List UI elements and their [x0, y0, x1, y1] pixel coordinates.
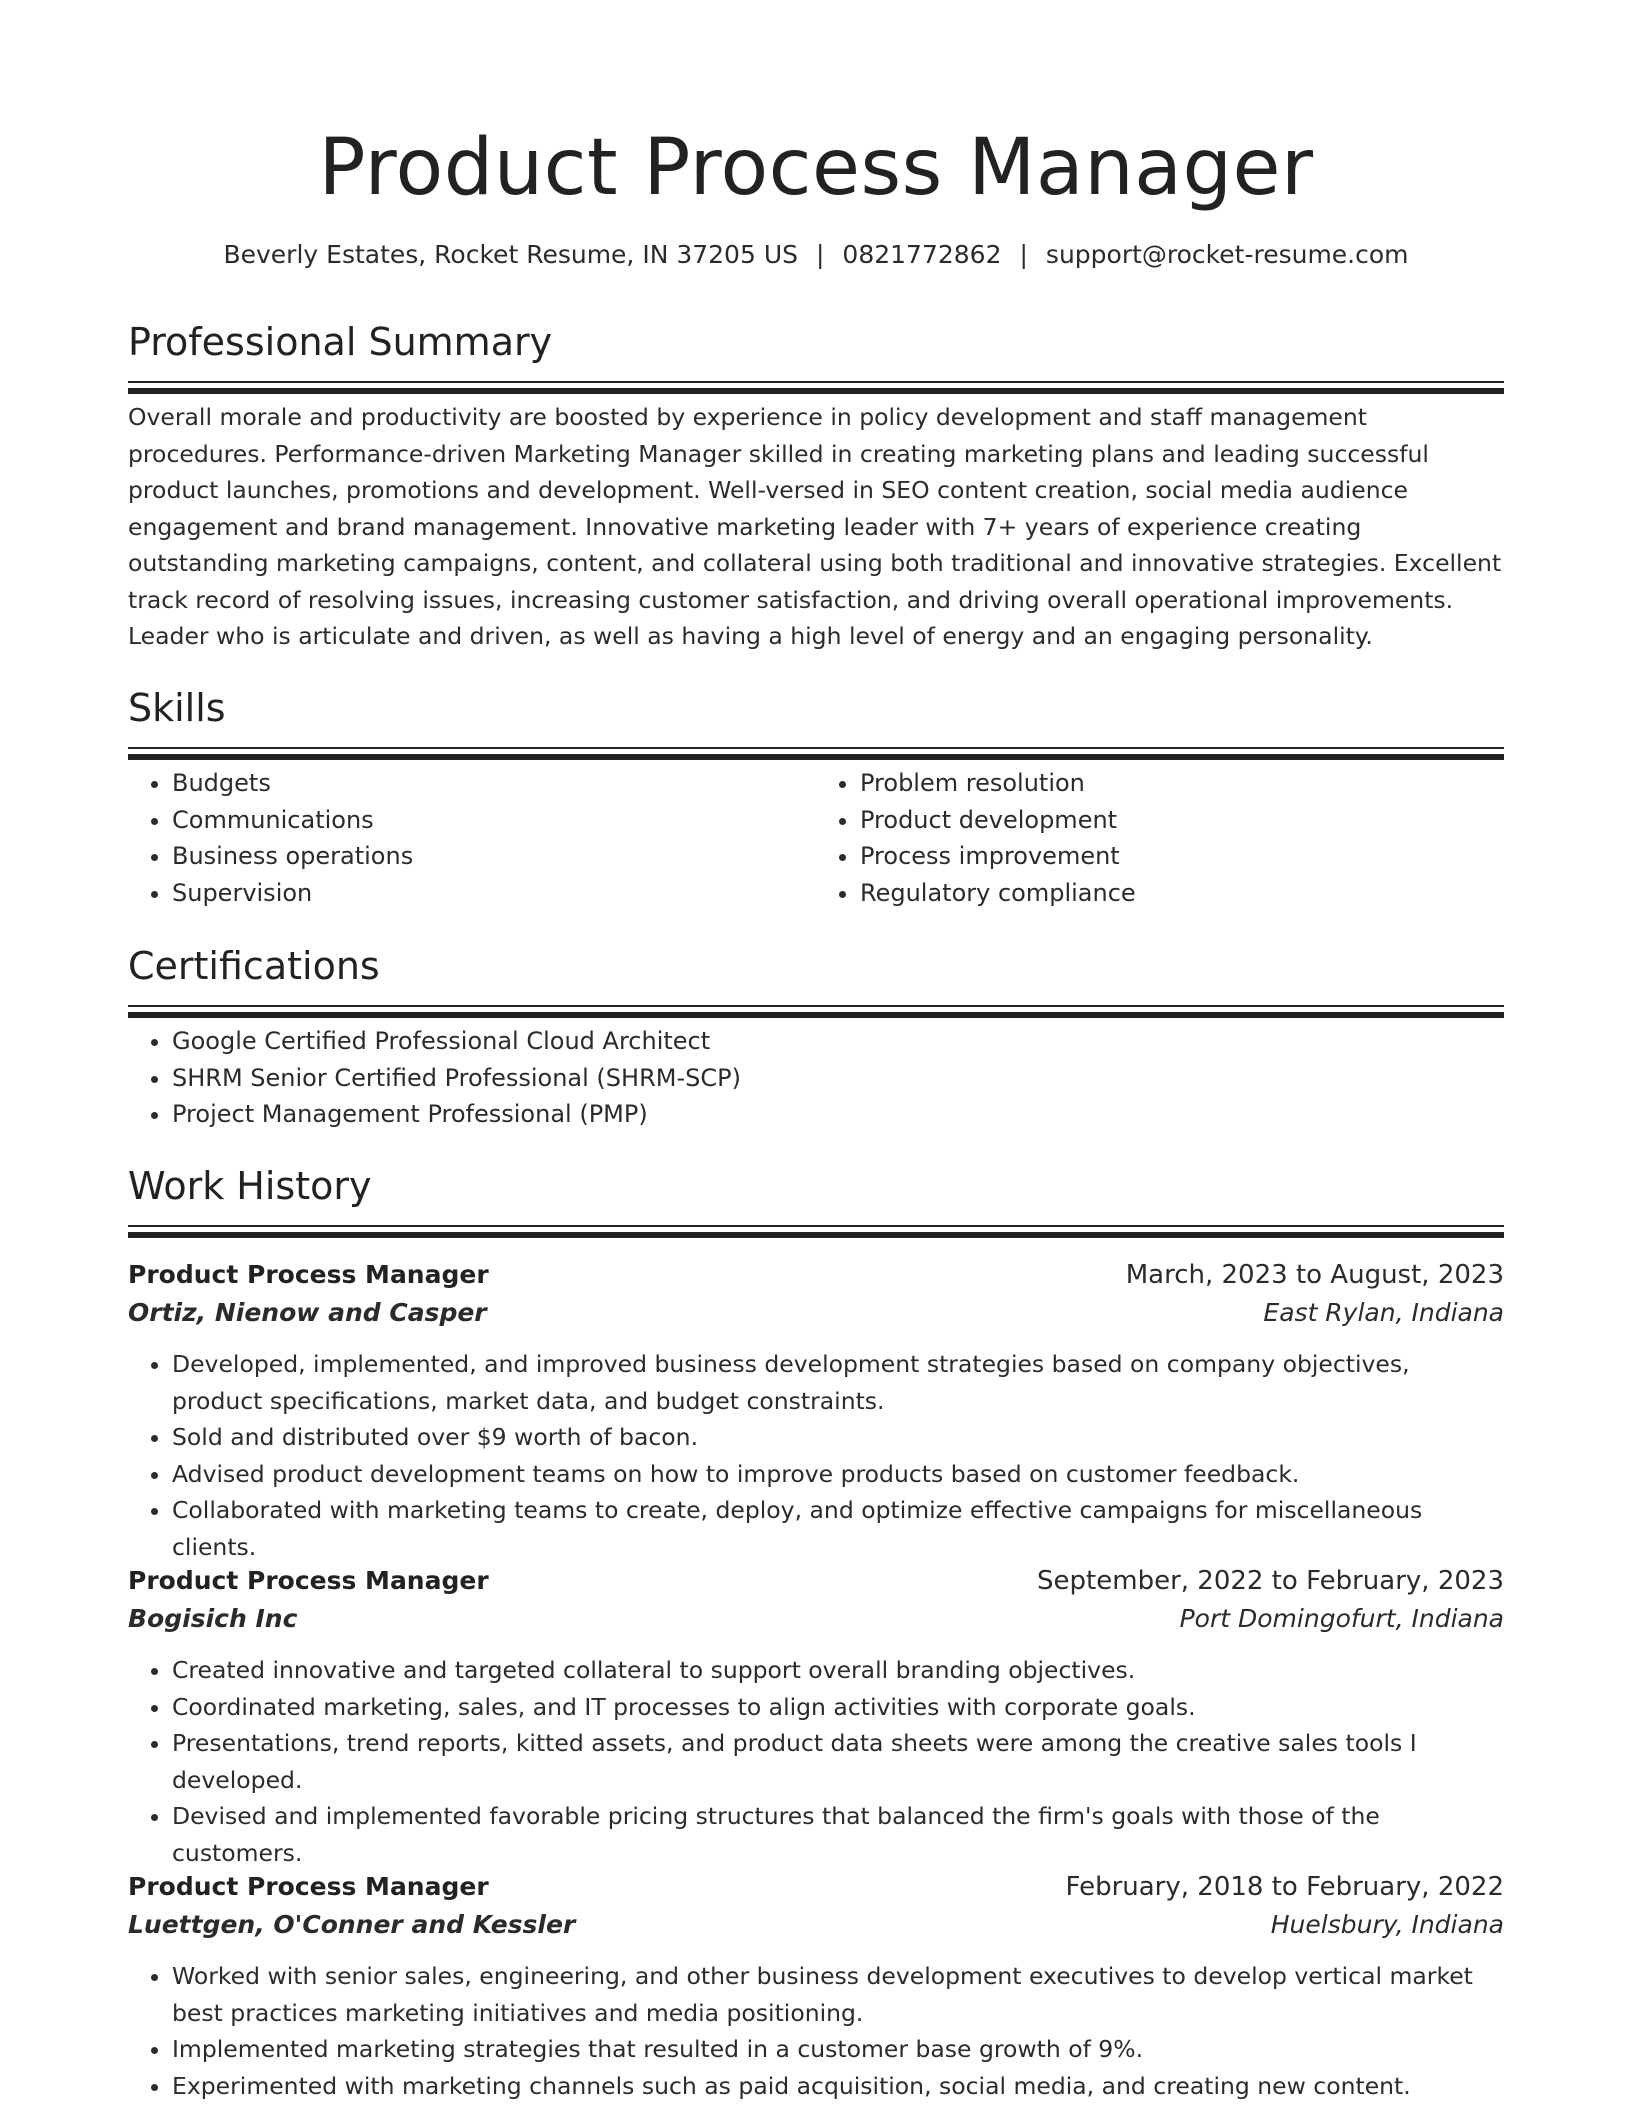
job-company: Luettgen, O'Conner and Kessler: [128, 1910, 576, 1939]
job-company-row: [128, 1600, 1504, 1638]
job-entry: [128, 1256, 1504, 1565]
section-divider: [128, 747, 1504, 749]
contact-email[interactable]: support@rocket-resume.com: [1045, 240, 1409, 269]
job-header-row: [128, 1868, 1504, 1906]
skill-item: • Business operations: [172, 838, 816, 875]
skill-item: • Regulatory compliance: [860, 875, 1504, 912]
job-bullet: • Worked with senior sales, engineering, and other business development executives to develop vertical market best practices marketing initiatives and media positioning.: [172, 1958, 1504, 2031]
certifications-heading: Certifications: [128, 944, 380, 988]
job-bullet: • Presentations, trend reports, kitted assets, and product data sheets were among the creative sales tools I developed.: [172, 1725, 1504, 1798]
job-header-row: [128, 1562, 1504, 1600]
job-company: Bogisich Inc: [128, 1604, 298, 1633]
section-divider: [128, 381, 1504, 383]
skills-list-right: [816, 765, 1504, 911]
contact-address: Beverly Estates, Rocket Resume, IN 37205 US: [223, 240, 798, 269]
contact-phone: 0821772862: [842, 240, 1002, 269]
skills-section: [128, 684, 1504, 911]
job-dates: February, 2018 to February, 2022: [1065, 1872, 1504, 1902]
job-entry: [128, 1868, 1504, 2104]
certifications-list: [128, 1023, 1504, 1133]
summary-section: [128, 318, 1504, 655]
job-company: Ortiz, Nienow and Casper: [128, 1298, 487, 1327]
job-location: East Rylan, Indiana: [1263, 1298, 1504, 1327]
job-dates: September, 2022 to February, 2023: [1037, 1566, 1504, 1596]
work-history-heading: Work History: [128, 1164, 372, 1208]
job-bullets: [128, 1652, 1504, 1871]
skill-item: • Product development: [860, 802, 1504, 839]
certification-item: • Google Certified Professional Cloud Architect: [172, 1023, 1504, 1060]
job-bullet: • Sold and distributed over $9 worth of bacon.: [172, 1419, 1504, 1456]
job-bullet: • Implemented marketing strategies that resulted in a customer base growth of 9%.: [172, 2031, 1504, 2068]
skill-item: • Supervision: [172, 875, 816, 912]
certifications-section: [128, 942, 1504, 1133]
job-title: Product Process Manager: [128, 1872, 489, 1901]
section-divider: [128, 1225, 1504, 1227]
contact-line: [128, 238, 1504, 272]
summary-text: Overall morale and productivity are boosted by experience in policy development and staff management procedures. Performance-driven Marketing Manager skilled in creating marketing plans and leading successful product launches, promotions and development. Well-versed in SEO content creation, social media audience engagement and brand management. Innovative marketing leader with 7+ years of experience creating outstanding marketing campaigns, content, and collateral using both traditional and innovative strategies. Excellent track record of resolving issues, increasing customer satisfaction, and driving overall operational improvements. Leader who is articulate and driven, as well as having a high level of energy and an engaging personality.: [128, 403, 1502, 650]
job-location: Huelsbury, Indiana: [1270, 1910, 1504, 1939]
work-history-section: [128, 1162, 1504, 1227]
skill-item: • Budgets: [172, 765, 816, 802]
job-bullets: [128, 1346, 1504, 1565]
job-entry: [128, 1562, 1504, 1871]
contact-separator: |: [815, 240, 825, 269]
candidate-name: Product Process Manager: [318, 123, 1314, 213]
job-company-row: [128, 1294, 1504, 1332]
skill-item: • Process improvement: [860, 838, 1504, 875]
section-divider: [128, 1005, 1504, 1007]
job-location: Port Domingofurt, Indiana: [1179, 1604, 1504, 1633]
job-bullet: • Advised product development teams on how to improve products based on customer feedback.: [172, 1456, 1504, 1493]
certification-item: • Project Management Professional (PMP): [172, 1096, 1504, 1133]
job-bullets: [128, 1958, 1504, 2104]
job-bullet: • Collaborated with marketing teams to create, deploy, and optimize effective campaigns for miscellaneous clients.: [172, 1492, 1504, 1565]
job-bullet: • Experimented with marketing channels such as paid acquisition, social media, and creating new content.: [172, 2068, 1504, 2105]
job-title: Product Process Manager: [128, 1260, 489, 1289]
skills-columns: [128, 765, 1504, 911]
job-dates: March, 2023 to August, 2023: [1125, 1260, 1504, 1290]
skills-heading: Skills: [128, 686, 226, 730]
job-company-row: [128, 1906, 1504, 1944]
job-bullet: • Developed, implemented, and improved business development strategies based on company objectives, product specifications, market data, and budget constraints.: [172, 1346, 1504, 1419]
job-bullet: • Coordinated marketing, sales, and IT processes to align activities with corporate goals.: [172, 1689, 1504, 1726]
summary-heading: Professional Summary: [128, 320, 553, 364]
contact-separator: |: [1019, 240, 1028, 269]
skill-item: • Problem resolution: [860, 765, 1504, 802]
certification-item: • SHRM Senior Certified Professional (SHRM-SCP): [172, 1060, 1504, 1097]
job-bullet: • Created innovative and targeted collateral to support overall branding objectives.: [172, 1652, 1504, 1689]
job-title: Product Process Manager: [128, 1566, 489, 1595]
job-header-row: [128, 1256, 1504, 1294]
skill-item: • Communications: [172, 802, 816, 839]
skills-list-left: [128, 765, 816, 911]
job-bullet: • Devised and implemented favorable pricing structures that balanced the firm's goals with those of the customers.: [172, 1798, 1504, 1871]
